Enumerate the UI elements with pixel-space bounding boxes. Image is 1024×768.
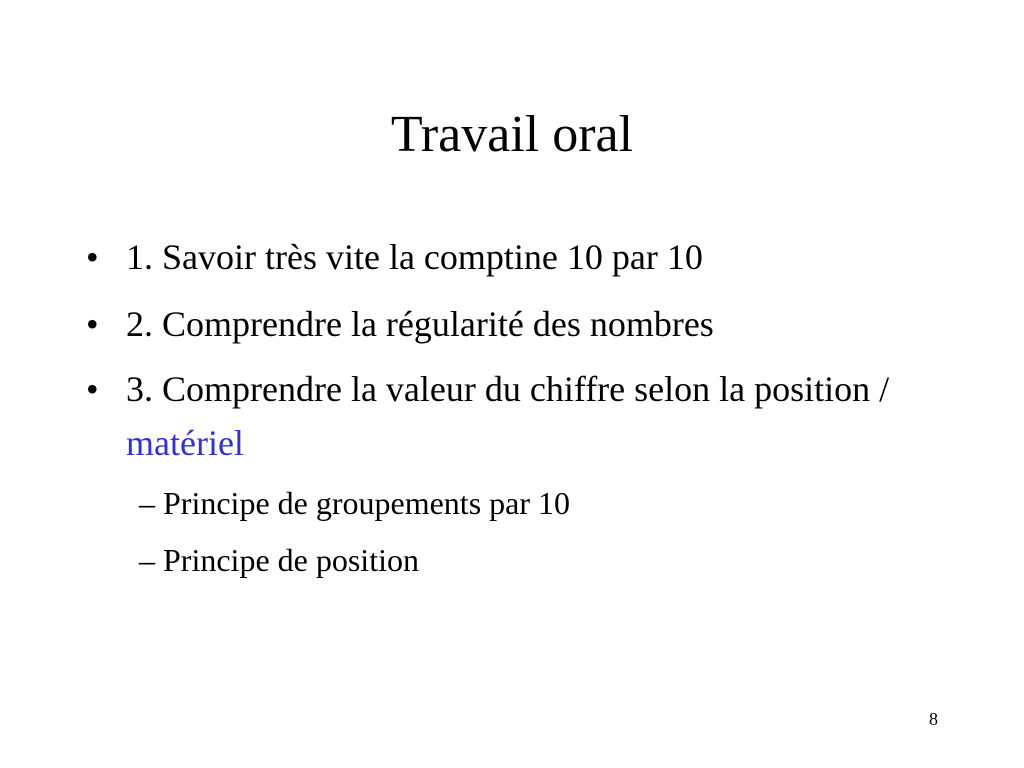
sub-bullet-marker: –	[139, 485, 155, 521]
sub-bullet-marker: –	[139, 542, 155, 578]
bullet-text: 2. Comprendre la régularité des nombres	[126, 304, 714, 344]
bullet-text: 3. Comprendre la valeur du chiffre selon la position /	[126, 369, 890, 409]
bullet-item	[86, 362, 946, 470]
sub-bullet-item	[139, 482, 939, 524]
bullet-marker: •	[86, 237, 99, 277]
bullet-text-block	[126, 362, 946, 470]
bullet-item	[86, 297, 946, 351]
page-number: 8	[929, 709, 938, 729]
slide-title: Travail oral	[390, 106, 634, 163]
bullet-marker: •	[86, 369, 99, 409]
bullet-text: 1. Savoir très vite la comptine 10 par 10	[126, 237, 703, 277]
bullet-item	[86, 230, 946, 284]
bullet-marker: •	[86, 304, 99, 344]
sub-bullet-item	[139, 539, 939, 581]
sub-bullet-text: Principe de groupements par 10	[163, 485, 570, 521]
sub-bullet-text: Principe de position	[163, 542, 419, 578]
materiel-link[interactable]: matériel	[126, 423, 244, 463]
